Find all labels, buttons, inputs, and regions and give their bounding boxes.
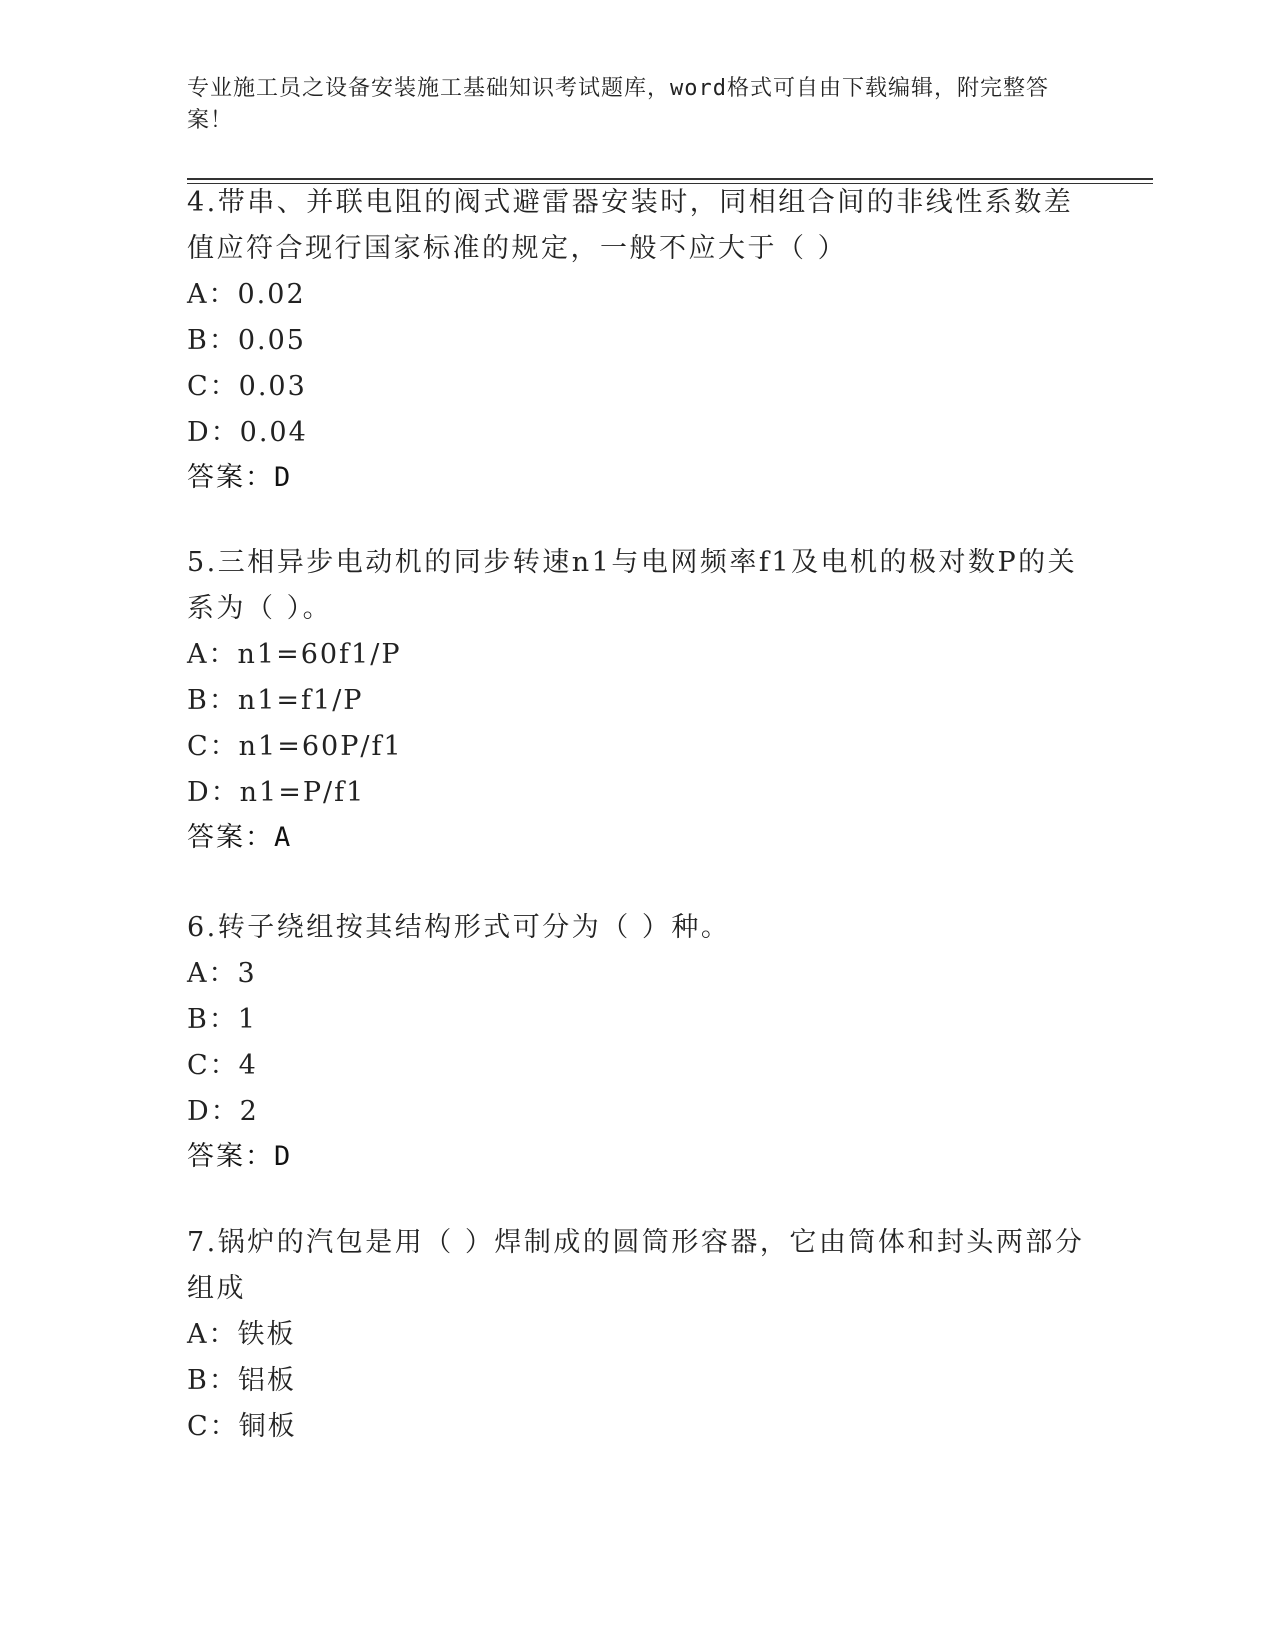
option-separator: ：: [208, 1365, 238, 1396]
question-answer: 答案：D: [187, 1141, 293, 1172]
option-text: 1: [237, 1004, 258, 1035]
option-separator: ：: [210, 777, 240, 808]
option-text: 3: [237, 958, 257, 989]
option-b: [187, 318, 1087, 364]
option-letter: B: [187, 1004, 209, 1035]
option-text: 4: [238, 1050, 258, 1081]
question-stem: 7.锅炉的汽包是用（ ）焊制成的圆筒形容器，它由筒体和封头两部分组成: [187, 1227, 1085, 1304]
option-separator: ：: [208, 958, 238, 989]
question-6: [187, 905, 1087, 1179]
option-letter: C: [187, 1411, 210, 1442]
option-letter: C: [187, 371, 210, 402]
question-5: [187, 540, 1087, 860]
option-text: n1=60P/f1: [238, 731, 403, 762]
option-b: [187, 678, 1087, 724]
option-text: 铜板: [238, 1411, 297, 1442]
option-text: n1=P/f1: [239, 777, 366, 808]
question-7: [187, 1220, 1087, 1450]
option-text: 0.04: [239, 417, 308, 448]
option-text: 2: [239, 1096, 259, 1127]
option-separator: ：: [208, 325, 238, 356]
option-letter: A: [187, 639, 209, 670]
option-separator: ：: [208, 1319, 238, 1350]
option-c: [187, 724, 1087, 770]
question-4: [187, 180, 1087, 500]
option-separator: ：: [209, 1411, 239, 1442]
option-text: 0.05: [237, 325, 306, 356]
option-separator: ：: [208, 685, 238, 716]
option-letter: B: [187, 685, 209, 716]
option-d: [187, 770, 1087, 816]
option-a: [187, 951, 1087, 997]
option-letter: D: [187, 777, 211, 808]
option-text: n1=f1/P: [237, 685, 364, 716]
option-d: [187, 410, 1087, 456]
option-separator: ：: [208, 1004, 238, 1035]
option-letter: D: [187, 1096, 211, 1127]
option-b: [187, 997, 1087, 1043]
option-letter: C: [187, 1050, 210, 1081]
question-stem: 6.转子绕组按其结构形式可分为（ ）种。: [187, 912, 731, 943]
option-text: 铁板: [237, 1319, 296, 1350]
question-answer: 答案：D: [187, 462, 293, 493]
option-b: [187, 1358, 1087, 1404]
option-a: [187, 632, 1087, 678]
option-separator: ：: [210, 417, 240, 448]
document-header: 专业施工员之设备安装施工基础知识考试题库，word格式可自由下载编辑，附完整答案！: [187, 76, 1049, 133]
option-c: [187, 1404, 1087, 1450]
option-letter: B: [187, 1365, 209, 1396]
option-text: n1=60f1/P: [237, 639, 402, 670]
option-separator: ：: [208, 279, 238, 310]
option-text: 0.03: [238, 371, 307, 402]
option-text: 铝板: [237, 1365, 296, 1396]
question-answer: 答案：A: [187, 822, 293, 853]
option-separator: ：: [209, 371, 239, 402]
option-d: [187, 1089, 1087, 1135]
option-letter: D: [187, 417, 211, 448]
option-a: [187, 1312, 1087, 1358]
option-separator: ：: [209, 1050, 239, 1081]
question-stem: 4.带串、并联电阻的阀式避雷器安装时，同相组合间的非线性系数差值应符合现行国家标准的规定，一般不应大于（ ）: [187, 187, 1074, 264]
option-separator: ：: [210, 1096, 240, 1127]
option-letter: A: [187, 1319, 209, 1350]
option-letter: B: [187, 325, 209, 356]
option-c: [187, 364, 1087, 410]
option-separator: ：: [208, 639, 238, 670]
option-separator: ：: [209, 731, 239, 762]
option-letter: C: [187, 731, 210, 762]
option-letter: A: [187, 958, 209, 989]
option-a: [187, 272, 1087, 318]
option-letter: A: [187, 279, 209, 310]
option-c: [187, 1043, 1087, 1089]
question-stem: 5.三相异步电动机的同步转速n1与电网频率f1及电机的极对数P的关系为（ ）。: [187, 547, 1078, 624]
option-text: 0.02: [237, 279, 306, 310]
